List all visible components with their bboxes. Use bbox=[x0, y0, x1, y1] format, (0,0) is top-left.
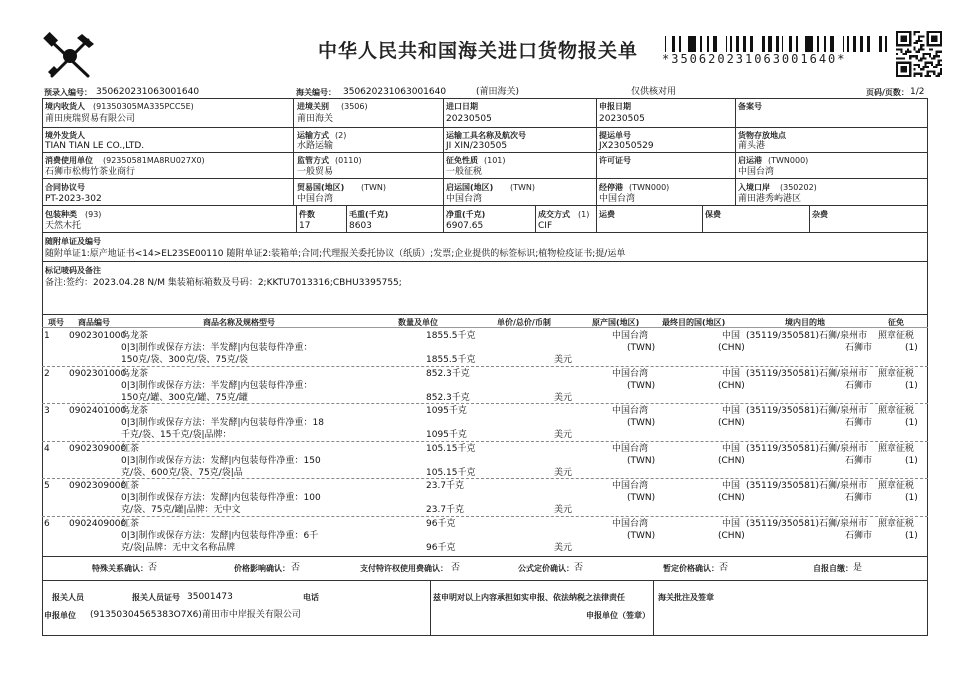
storage: 莆头港 bbox=[738, 141, 766, 151]
item-name: 红茶 bbox=[121, 519, 140, 529]
item-code: 0902301000 bbox=[69, 369, 127, 379]
item-origin: 中国台湾 bbox=[612, 369, 649, 379]
gross: 8603 bbox=[349, 221, 372, 231]
item-domestic: (35119/350581)石狮/泉州市 bbox=[746, 481, 868, 491]
supervision-label: 监管方式 bbox=[297, 156, 329, 165]
item-qty: 23.7千克 bbox=[426, 481, 465, 491]
item-spec: 0|3|制作或保存方法：半发酵|内包装每件净重： bbox=[121, 381, 313, 391]
item-spec: 0|3|制作或保存方法：发酵|内包装每件净重：150 bbox=[121, 456, 321, 466]
import-date-label: 进口日期 bbox=[446, 102, 478, 111]
bl-label: 提运单号 bbox=[599, 131, 631, 140]
page-value: 1/2 bbox=[910, 87, 925, 97]
item-code: 0902401000 bbox=[69, 406, 127, 416]
marks-label: 标记唛码及备注 bbox=[45, 266, 101, 275]
item-qty-2: 1095千克 bbox=[426, 430, 467, 440]
self-label: 自报自缴： bbox=[813, 564, 853, 573]
item-qty: 1855.5千克 bbox=[426, 331, 476, 341]
col-dest: 最终目的国(地区) bbox=[662, 318, 726, 327]
dep-port: 中国台湾 bbox=[738, 167, 775, 177]
item-dest-code: (CHN) bbox=[718, 343, 745, 353]
item-spec-2: 150克/袋、300克/袋、75克/袋 bbox=[121, 355, 248, 365]
item-tax: 照章征税 bbox=[878, 444, 915, 454]
item-spec: 0|3|制作或保存方法：发酵|内包装每件净重：6千 bbox=[121, 531, 319, 541]
transit-port-label: 经停港 bbox=[599, 183, 623, 192]
entry-customs: 莆田海关 bbox=[297, 114, 334, 124]
item-currency: 美元 bbox=[554, 430, 573, 440]
price-confirm-label: 价格影响确认： bbox=[234, 564, 290, 573]
item-tax: 照章征税 bbox=[878, 369, 915, 379]
package-label: 包装种类 bbox=[45, 210, 77, 219]
barcode bbox=[665, 36, 887, 52]
item-tax: 照章征税 bbox=[878, 331, 915, 341]
item-code: 0902309000 bbox=[69, 444, 127, 454]
consignor-label: 境外发货人 bbox=[45, 131, 85, 140]
deal-label: 成交方式 bbox=[538, 210, 570, 219]
item-origin-code: (TWN) bbox=[627, 493, 656, 503]
item-origin: 中国台湾 bbox=[612, 331, 649, 341]
declarant-no-label: 报关人员证号 bbox=[132, 593, 180, 602]
transport-code: (2) bbox=[335, 131, 347, 140]
item-dest-code: (CHN) bbox=[718, 418, 745, 428]
customs-office: (莆田海关) bbox=[476, 87, 520, 97]
dep-country-label: 启运国(地区) bbox=[446, 183, 494, 192]
item-domestic-2: 石狮市 bbox=[845, 531, 873, 541]
item-qty-2: 852.3千克 bbox=[426, 393, 470, 403]
item-tax-code: (1) bbox=[905, 343, 918, 353]
col-price: 单价/总价/币制 bbox=[497, 318, 551, 327]
item-origin-code: (TWN) bbox=[627, 418, 656, 428]
insurance-label: 保费 bbox=[705, 210, 721, 219]
price-confirm-value: 否 bbox=[291, 563, 301, 573]
net: 6907.65 bbox=[446, 221, 484, 231]
col-tax: 征免 bbox=[888, 318, 904, 327]
col-name: 商品名称及规格型号 bbox=[203, 318, 275, 327]
consignee-code: (91350305MA335PCC5E) bbox=[93, 102, 194, 111]
item-currency: 美元 bbox=[554, 543, 573, 553]
self-value: 是 bbox=[853, 563, 863, 573]
storage-label: 货物存放地点 bbox=[738, 131, 786, 140]
customs-no: 350620231063001640 bbox=[343, 87, 447, 97]
item-domestic: (35119/350581)石狮/泉州市 bbox=[746, 444, 868, 454]
item-qty-2: 96千克 bbox=[426, 543, 456, 553]
col-code: 商品编号 bbox=[78, 318, 110, 327]
item-spec-2: 克/袋、75克/罐|品牌：无中文 bbox=[121, 505, 241, 515]
item-tax: 照章征税 bbox=[878, 406, 915, 416]
unit: (91350304565383O7X6)莆田市中岸报关有限公司 bbox=[90, 610, 301, 620]
item-currency: 美元 bbox=[554, 393, 573, 403]
item-qty-2: 105.15千克 bbox=[426, 468, 476, 478]
vessel-label: 运输工具名称及航次号 bbox=[446, 131, 526, 140]
col-qty: 数量及单位 bbox=[398, 318, 438, 327]
package: 天然木托 bbox=[45, 221, 82, 231]
statement: 兹申明对以上内容承担如实申报、依法纳税之法律责任 bbox=[433, 593, 625, 602]
stamp-label: 申报单位（签章） bbox=[586, 611, 650, 620]
package-code: (93) bbox=[85, 210, 102, 219]
verify-note: 仅供核对用 bbox=[631, 87, 677, 97]
marks: 备注:签约：2023.04.28 N/M 集装箱标箱数及号码：2;KKTU7013316;CBHU3395755; bbox=[45, 278, 402, 288]
item-qty-2: 1855.5千克 bbox=[426, 355, 476, 365]
item-origin-code: (TWN) bbox=[627, 531, 656, 541]
item-qty: 105.15千克 bbox=[426, 444, 476, 454]
user: 石狮市松梅竹茶业商行 bbox=[45, 167, 136, 177]
deal: CIF bbox=[538, 221, 553, 231]
import-date: 20230505 bbox=[446, 114, 492, 124]
user-label: 消费使用单位 bbox=[45, 156, 93, 165]
item-spec: 0|3|制作或保存方法：发酵|内包装每件净重：100 bbox=[121, 493, 321, 503]
item-origin: 中国台湾 bbox=[612, 406, 649, 416]
item-tax-code: (1) bbox=[905, 456, 918, 466]
item-dest-code: (CHN) bbox=[718, 456, 745, 466]
royalty-label: 支付特许权使用费确认： bbox=[360, 564, 448, 573]
item-dest-code: (CHN) bbox=[718, 493, 745, 503]
item-dest: 中国 bbox=[722, 444, 741, 454]
item-tax-code: (1) bbox=[905, 418, 918, 428]
provisional-value: 否 bbox=[719, 563, 729, 573]
transport-label: 运输方式 bbox=[297, 131, 329, 140]
item-currency: 美元 bbox=[554, 505, 573, 515]
item-dest-code: (CHN) bbox=[718, 381, 745, 391]
gross-label: 毛重(千克) bbox=[349, 210, 389, 219]
contract-label: 合同协议号 bbox=[45, 183, 85, 192]
special-label: 特殊关系确认： bbox=[92, 564, 148, 573]
license-label: 许可证号 bbox=[599, 156, 631, 165]
item-domestic-2: 石狮市 bbox=[845, 381, 873, 391]
item-dest: 中国 bbox=[722, 331, 741, 341]
vessel: JI XIN/230505 bbox=[446, 141, 508, 151]
qr-code-icon bbox=[896, 31, 942, 77]
entry-port-label: 入境口岸 bbox=[738, 183, 770, 192]
item-origin-code: (TWN) bbox=[627, 343, 656, 353]
page-label: 页码/页数： bbox=[866, 88, 909, 97]
consignee: 莆田庚瑞贸易有限公司 bbox=[45, 114, 136, 124]
item-no: 1 bbox=[44, 331, 50, 341]
item-name: 乌龙茶 bbox=[121, 369, 149, 379]
item-origin-code: (TWN) bbox=[627, 381, 656, 391]
trade-country: 中国台湾 bbox=[297, 194, 334, 204]
item-domestic-2: 石狮市 bbox=[845, 493, 873, 503]
item-spec-2: 克/袋|品牌：无中文名称品牌 bbox=[121, 543, 236, 553]
item-dest: 中国 bbox=[722, 369, 741, 379]
item-dest: 中国 bbox=[722, 406, 741, 416]
item-domestic-2: 石狮市 bbox=[845, 456, 873, 466]
dep-port-code: (TWN000) bbox=[768, 156, 809, 165]
entry-port-code: (350202) bbox=[780, 183, 817, 192]
item-currency: 美元 bbox=[554, 468, 573, 478]
item-domestic-2: 石狮市 bbox=[845, 418, 873, 428]
item-code: 0902301000 bbox=[69, 331, 127, 341]
item-qty: 96千克 bbox=[426, 519, 456, 529]
item-dest: 中国 bbox=[722, 481, 741, 491]
bl: JX23050529 bbox=[599, 141, 654, 151]
item-spec: 0|3|制作或保存方法：半发酵|内包装每件净重：18 bbox=[121, 418, 325, 428]
customs-emblem-icon bbox=[42, 32, 98, 82]
consignor: TIAN TIAN LE CO.,LTD. bbox=[45, 141, 145, 151]
transit-port: 中国台湾 bbox=[599, 194, 636, 204]
declarant-no: 35001473 bbox=[187, 592, 233, 602]
tax-nature: 一般征税 bbox=[446, 167, 483, 177]
royalty-value: 否 bbox=[451, 563, 461, 573]
page-title: 中华人民共和国海关进口货物报关单 bbox=[318, 40, 639, 62]
tax-nature-code: (101) bbox=[484, 156, 506, 165]
pieces: 17 bbox=[299, 221, 311, 231]
item-currency: 美元 bbox=[554, 355, 573, 365]
pre-entry-label: 预录入编号： bbox=[44, 88, 92, 97]
supervision-code: (0110) bbox=[335, 156, 362, 165]
col-origin: 原产国(地区) bbox=[592, 318, 640, 327]
item-domestic: (35119/350581)石狮/泉州市 bbox=[746, 331, 868, 341]
item-spec-2: 克/袋、600克/袋、75克/袋|品 bbox=[121, 468, 243, 478]
entry-customs-label: 进境关别 bbox=[297, 102, 329, 111]
item-name: 乌龙茶 bbox=[121, 406, 149, 416]
item-origin: 中国台湾 bbox=[612, 519, 649, 529]
declarant-label: 报关人员 bbox=[52, 593, 84, 602]
item-tax-code: (1) bbox=[905, 493, 918, 503]
item-code: 0902309000 bbox=[69, 481, 127, 491]
item-tax: 照章征税 bbox=[878, 519, 915, 529]
entry-customs-code: (3506) bbox=[341, 102, 368, 111]
transit-port-code: (TWN000) bbox=[629, 183, 670, 192]
provisional-label: 暂定价格确认： bbox=[663, 564, 719, 573]
pieces-label: 件数 bbox=[299, 210, 315, 219]
item-name: 红茶 bbox=[121, 481, 140, 491]
docs-label: 随附单证及编号 bbox=[45, 237, 101, 246]
misc-label: 杂费 bbox=[812, 210, 828, 219]
formula-value: 否 bbox=[574, 563, 584, 573]
trade-country-label: 贸易国(地区) bbox=[297, 183, 345, 192]
item-tax: 照章征税 bbox=[878, 481, 915, 491]
item-name: 乌龙茶 bbox=[121, 331, 149, 341]
item-spec: 0|3|制作或保存方法：半发酵|内包装每件净重： bbox=[121, 343, 313, 353]
item-qty: 1095千克 bbox=[426, 406, 467, 416]
item-tax-code: (1) bbox=[905, 531, 918, 541]
item-qty-2: 23.7千克 bbox=[426, 505, 465, 515]
item-no: 6 bbox=[44, 519, 50, 529]
dep-port-label: 启运港 bbox=[738, 156, 762, 165]
unit-label: 申报单位 bbox=[44, 611, 76, 620]
special-value: 否 bbox=[148, 563, 158, 573]
contract: PT-2023-302 bbox=[45, 194, 102, 204]
item-origin-code: (TWN) bbox=[627, 456, 656, 466]
item-origin: 中国台湾 bbox=[612, 481, 649, 491]
transport: 水路运输 bbox=[297, 141, 334, 151]
item-no: 5 bbox=[44, 481, 50, 491]
item-spec-2: 150克/罐、300克/罐、75克/罐 bbox=[121, 393, 248, 403]
item-dest: 中国 bbox=[722, 519, 741, 529]
phone-label: 电话 bbox=[303, 593, 319, 602]
formula-label: 公式定价确认： bbox=[518, 564, 574, 573]
supervision: 一般贸易 bbox=[297, 167, 334, 177]
dep-country-code: (TWN) bbox=[510, 183, 536, 192]
item-no: 4 bbox=[44, 444, 50, 454]
deal-code: (1) bbox=[578, 210, 590, 219]
tax-nature-label: 征免性质 bbox=[446, 156, 478, 165]
user-code: (92350581MA8RU027X0) bbox=[103, 156, 205, 165]
item-dest-code: (CHN) bbox=[718, 531, 745, 541]
trade-country-code: (TWN) bbox=[361, 183, 387, 192]
entry-port: 莆田港秀屿港区 bbox=[738, 194, 802, 204]
item-name: 红茶 bbox=[121, 444, 140, 454]
barcode-text: *350620231063001640* bbox=[662, 52, 847, 66]
pre-entry-no: 350620231063001640 bbox=[96, 87, 200, 97]
net-label: 净重(千克) bbox=[446, 210, 486, 219]
item-qty: 852.3千克 bbox=[426, 369, 470, 379]
consignee-label: 境内收货人 bbox=[45, 102, 85, 111]
customs-note: 海关批注及签章 bbox=[658, 593, 714, 602]
docs: 随附单证1:原产地证书<14>EL23SE00110 随附单证2:装箱单;合同;代理报关委托协议（纸质）;发票;企业提供的标签标识;植物检疫证书;提/运单 bbox=[45, 249, 626, 259]
item-code: 0902409000 bbox=[69, 519, 127, 529]
record-no-label: 备案号 bbox=[738, 102, 762, 111]
dep-country: 中国台湾 bbox=[446, 194, 483, 204]
item-domestic: (35119/350581)石狮/泉州市 bbox=[746, 369, 868, 379]
freight-label: 运费 bbox=[599, 210, 615, 219]
col-domestic: 境内目的地 bbox=[785, 318, 825, 327]
item-domestic: (35119/350581)石狮/泉州市 bbox=[746, 406, 868, 416]
col-no: 项号 bbox=[48, 318, 64, 327]
declare-date: 20230505 bbox=[599, 114, 645, 124]
item-no: 2 bbox=[44, 369, 50, 379]
declare-date-label: 申报日期 bbox=[599, 102, 631, 111]
item-tax-code: (1) bbox=[905, 381, 918, 391]
customs-no-label: 海关编号： bbox=[296, 88, 336, 97]
item-domestic: (35119/350581)石狮/泉州市 bbox=[746, 519, 868, 529]
item-domestic-2: 石狮市 bbox=[845, 343, 873, 353]
item-origin: 中国台湾 bbox=[612, 444, 649, 454]
item-no: 3 bbox=[44, 406, 50, 416]
item-spec-2: 千克/袋、15千克/袋|品牌： bbox=[121, 430, 232, 440]
